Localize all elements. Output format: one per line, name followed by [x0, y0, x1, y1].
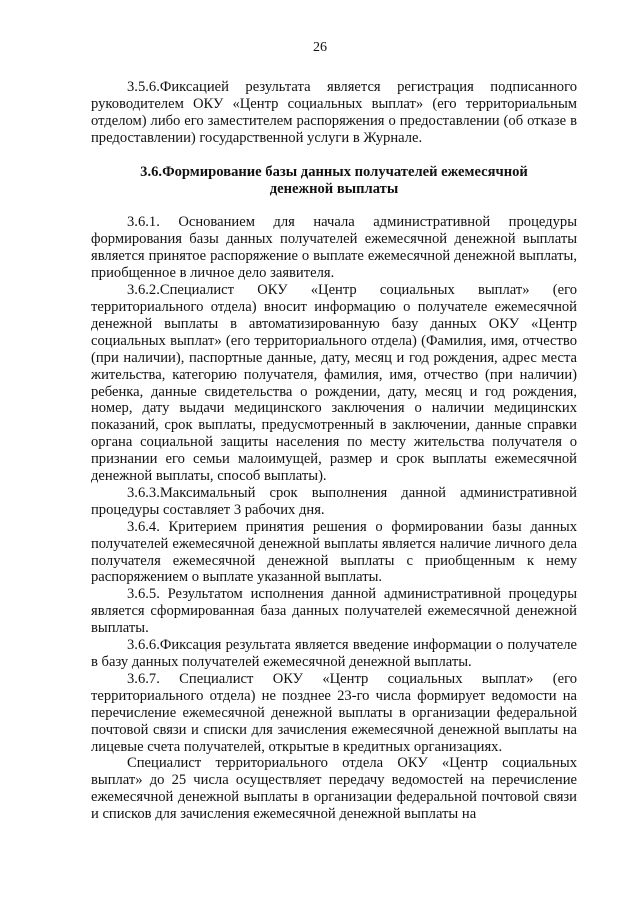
paragraph-3-6-6: 3.6.6.Фиксация результата является введение информации о получателе в базу данных получателей ежемесячной денежной выплаты.	[91, 637, 577, 670]
paragraph-3-5-6: 3.5.6.Фиксацией результата является регистрация подписанного руководителем ОКУ «Центр социальных выплат» (его территориальным отделом) либо его заместителем распоряжения о предоставлении (об отказе в предоставлении) государственной услуги в Журнале.	[91, 79, 577, 146]
paragraph-3-6-2: 3.6.2.Специалист ОКУ «Центр социальных выплат» (его территориального отдела) вносит информацию о получателе ежемесячной денежной выплаты в автоматизированную базу данных ОКУ «Центр социальных выплат» (его территориального отдела) (Фамилия, имя, отчество (при наличии), паспортные данные, дату, месяц и год рождения, адрес места жительства, категорию получателя, фамилия, имя, отчество (при наличии) ребенка, данные свидетельства о рождении, дату, месяц и год рождения, номер, дату выдачи медицинского заключения о наличии медицинских показаний, срок выплаты, предусмотренный в заключении, данные справки органа социальной защиты населения по месту жительства получателя о признании его семьи малоимущей, размер и срок выплаты ежемесячной денежной выплаты, способ выплаты).	[91, 282, 577, 485]
paragraph-3-6-1: 3.6.1. Основанием для начала административной процедуры формирования базы данных получателей ежемесячной денежной выплаты является принятое распоряжение о выплате ежемесячной денежной выплаты, приобщенное в личное дело заявителя.	[91, 214, 577, 282]
page-number: 26	[313, 40, 327, 55]
paragraph-3-6-7: 3.6.7. Специалист ОКУ «Центр социальных выплат» (его территориального отдела) не позднее 23-го числа формирует ведомости на перечисление ежемесячной денежной выплаты в организации федеральной почтовой связи и списки для зачисления ежемесячной денежной выплаты на лицевые счета получателей, открытые в кредитных организациях.	[91, 670, 577, 755]
paragraph-3-6-4: 3.6.4. Критерием принятия решения о формировании базы данных получателей ежемесячной денежной выплаты является наличие личного дела получателя ежемесячной денежной выплаты с приобщенным к нему распоряжением о выплате указанной выплаты.	[91, 518, 577, 586]
section-heading-3-6: 3.6.Формирование базы данных получателей ежемесячной денежной выплаты	[140, 163, 528, 197]
paragraph-3-6-3: 3.6.3.Максимальный срок выполнения данной административной процедуры составляет 3 рабочих дня.	[91, 484, 577, 518]
document-body	[91, 79, 577, 823]
paragraph-specialist-transfer: Специалист территориального отдела ОКУ «Центр социальных выплат» до 25 числа осуществляет передачу ведомостей на перечисление ежемесячной денежной выплаты в организации федеральной почтовой связи и списков для зачисления ежемесячной денежной выплаты на	[91, 755, 577, 823]
paragraph-3-6-5: 3.6.5. Результатом исполнения данной административной процедуры является сформированная база данных получателей ежемесячной денежной выплаты.	[91, 586, 577, 637]
